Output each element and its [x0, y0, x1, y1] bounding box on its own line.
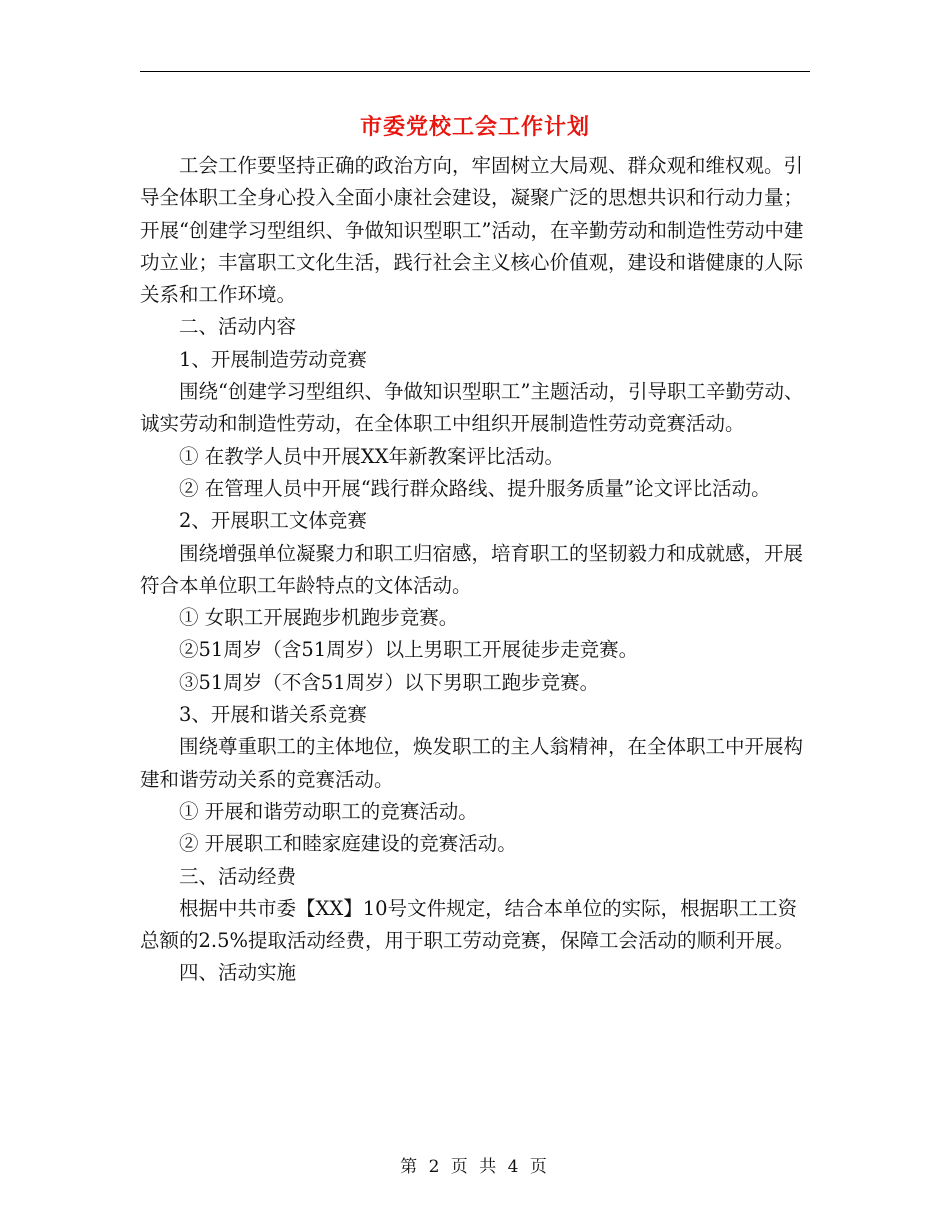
header-rule [140, 71, 810, 72]
paragraph: 根据中共市委【XX】10号文件规定，结合本单位的实际，根据职工工资总额的2.5%提取活动经费，用于职工劳动竞赛，保障工会活动的顺利开展。 [140, 896, 798, 953]
list-item: ① 女职工开展跑步机跑步竞赛。 [179, 606, 459, 630]
section-heading: 三、活动经费 [179, 864, 297, 888]
list-item: ② 开展职工和睦家庭建设的竞赛活动。 [179, 832, 517, 856]
paragraph: 围绕增强单位凝聚力和职工归宿感，培育职工的坚韧毅力和成就感，开展符合本单位职工年龄特点的文体活动。 [140, 541, 804, 597]
list-item: ① 开展和谐劳动职工的竞赛活动。 [179, 799, 478, 823]
subsection-heading: 3、开展和谐关系竞赛 [179, 703, 367, 727]
list-item: ① 在教学人员中开展XX年新教案评比活动。 [179, 444, 564, 468]
list-item: ③51周岁（不含51周岁）以下男职工跑步竞赛。 [179, 670, 600, 694]
paragraph: 工会工作要坚持正确的政治方向，牢固树立大局观、群众观和维权观。引导全体职工全身心投入全面小康社会建设，凝聚广泛的思想共识和行动力量；开展“创建学习型组织、争做知识型职工”活动，在辛勤劳动和制造性劳动中建功立业；丰富职工文化生活，践行社会主义核心价值观，建设和谐健康的人际关系和工作环境。 [140, 154, 804, 307]
page-number: 第 2 页 共 4 页 [400, 1157, 550, 1177]
list-item: ② 在管理人员中开展“践行群众路线、提升服务质量”论文评比活动。 [179, 476, 771, 500]
subsection-heading: 1、开展制造劳动竞赛 [179, 347, 367, 371]
document-title: 市委党校工会工作计划 [359, 114, 590, 140]
document-body [140, 150, 810, 990]
paragraph: 围绕尊重职工的主体地位，焕发职工的主人翁精神，在全体职工中开展构建和谐劳动关系的竞赛活动。 [140, 735, 804, 791]
paragraph: 围绕“创建学习型组织、争做知识型职工”主题活动，引导职工辛勤劳动、诚实劳动和制造性劳动，在全体职工中组织开展制造性劳动竞赛活动。 [140, 380, 804, 436]
section-heading: 二、活动内容 [179, 315, 297, 339]
section-heading: 四、活动实施 [179, 961, 297, 985]
subsection-heading: 2、开展职工文体竞赛 [179, 509, 367, 533]
list-item: ②51周岁（含51周岁）以上男职工开展徒步走竞赛。 [179, 638, 639, 662]
